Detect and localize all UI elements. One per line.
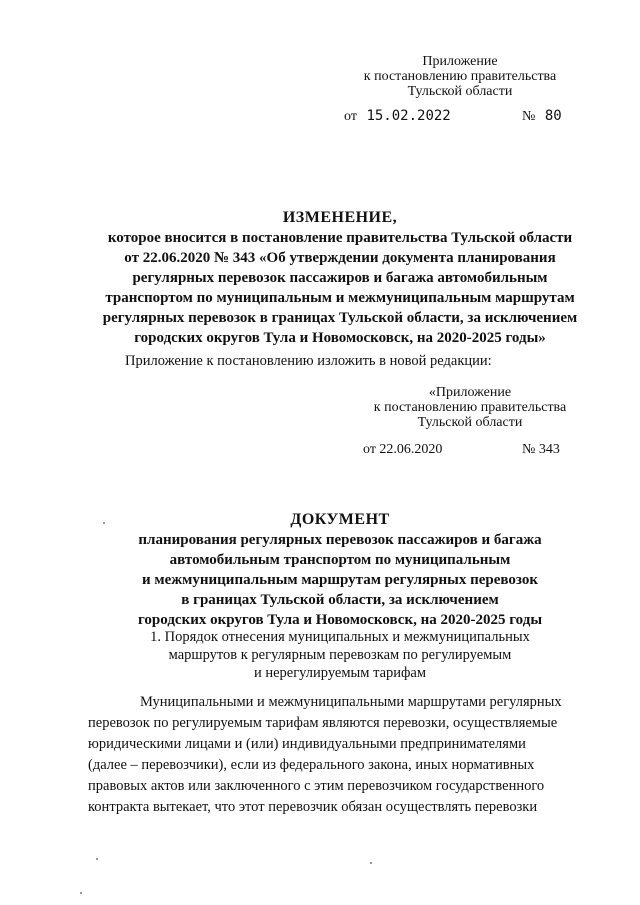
approval-number-row — [522, 108, 562, 125]
body-line: (далее – перевозчики), если из федерального закона, иных нормативных — [88, 757, 535, 773]
body-line: юридическими лицами и (или) индивидуальными предпринимателями — [88, 736, 526, 752]
approval-date-row — [344, 108, 451, 125]
document-heading: ДОКУМЕНТ — [290, 511, 390, 528]
document-title-line: и межмуниципальным маршрутам регулярных перевозок — [142, 572, 538, 588]
scan-speck — [80, 892, 82, 894]
document-title-line: автомобильным транспортом по муниципальным — [169, 552, 511, 568]
approval-line: к постановлению правительства — [363, 69, 557, 84]
change-heading: ИЗМЕНЕНИЕ, — [282, 209, 398, 226]
change-title-line: городских округов Тула и Новомосковск, на 2020-2025 годы» — [134, 330, 546, 346]
approval-line: Приложение — [422, 54, 498, 69]
scan-speck — [370, 862, 372, 864]
approval-line: Тульской области — [407, 84, 513, 99]
section-heading-line: 1. Порядок отнесения муниципальных и межмуниципальных — [150, 629, 530, 645]
inner-approval-line: Тульской области — [417, 415, 523, 430]
inner-approval-number: № 343 — [522, 442, 560, 457]
section-heading-line: маршрутов к регулярным перевозкам по регулируемым — [168, 647, 512, 663]
body-line: перевозок по регулируемым тарифам являются перевозки, осуществляемые — [88, 715, 558, 731]
number-prefix: № — [522, 109, 536, 124]
approval-date: 15.02.2022 — [366, 108, 451, 124]
change-title-line: от 22.06.2020 № 343 «Об утверждении документа планирования — [124, 250, 556, 266]
change-title-line: транспортом по муниципальным и межмуниципальным маршрутам — [105, 290, 575, 306]
body-line: контракта вытекает, что этот перевозчик обязан осуществлять перевозки — [88, 799, 538, 815]
instruction-text: Приложение к постановлению изложить в новой редакции: — [125, 353, 492, 369]
inner-approval-date: от 22.06.2020 — [363, 442, 443, 457]
section-heading — [60, 628, 620, 682]
inner-approval-line: к постановлению правительства — [373, 400, 567, 415]
approval-block — [330, 54, 590, 99]
change-title-line: которое вносится в постановление правительства Тульской области — [107, 230, 573, 246]
scan-speck — [96, 858, 98, 860]
change-title-line: регулярных перевозок пассажиров и багажа автомобильным — [132, 270, 548, 286]
inner-approval-block — [355, 385, 585, 430]
change-title-line: регулярных перевозок в границах Тульской области, за исключением — [102, 310, 578, 326]
section-heading-line: и нерегулируемым тарифам — [253, 665, 427, 681]
body-line: Муниципальными и межмуниципальными маршрутами регулярных — [140, 694, 562, 710]
body-paragraph — [88, 692, 598, 818]
scan-speck — [103, 522, 105, 524]
change-title — [60, 208, 620, 348]
document-title-line: в границах Тульской области, за исключением — [181, 592, 499, 608]
date-prefix: от — [344, 109, 357, 124]
document-title-line: городских округов Тула и Новомосковск, на 2020-2025 годы — [137, 612, 543, 628]
document-title — [60, 510, 620, 630]
document-title-line: планирования регулярных перевозок пассажиров и багажа — [138, 532, 542, 548]
body-line: правовых актов или заключенного с этим перевозчиком государственного — [88, 778, 545, 794]
approval-number: 80 — [544, 108, 562, 124]
inner-approval-line: «Приложение — [428, 385, 512, 400]
